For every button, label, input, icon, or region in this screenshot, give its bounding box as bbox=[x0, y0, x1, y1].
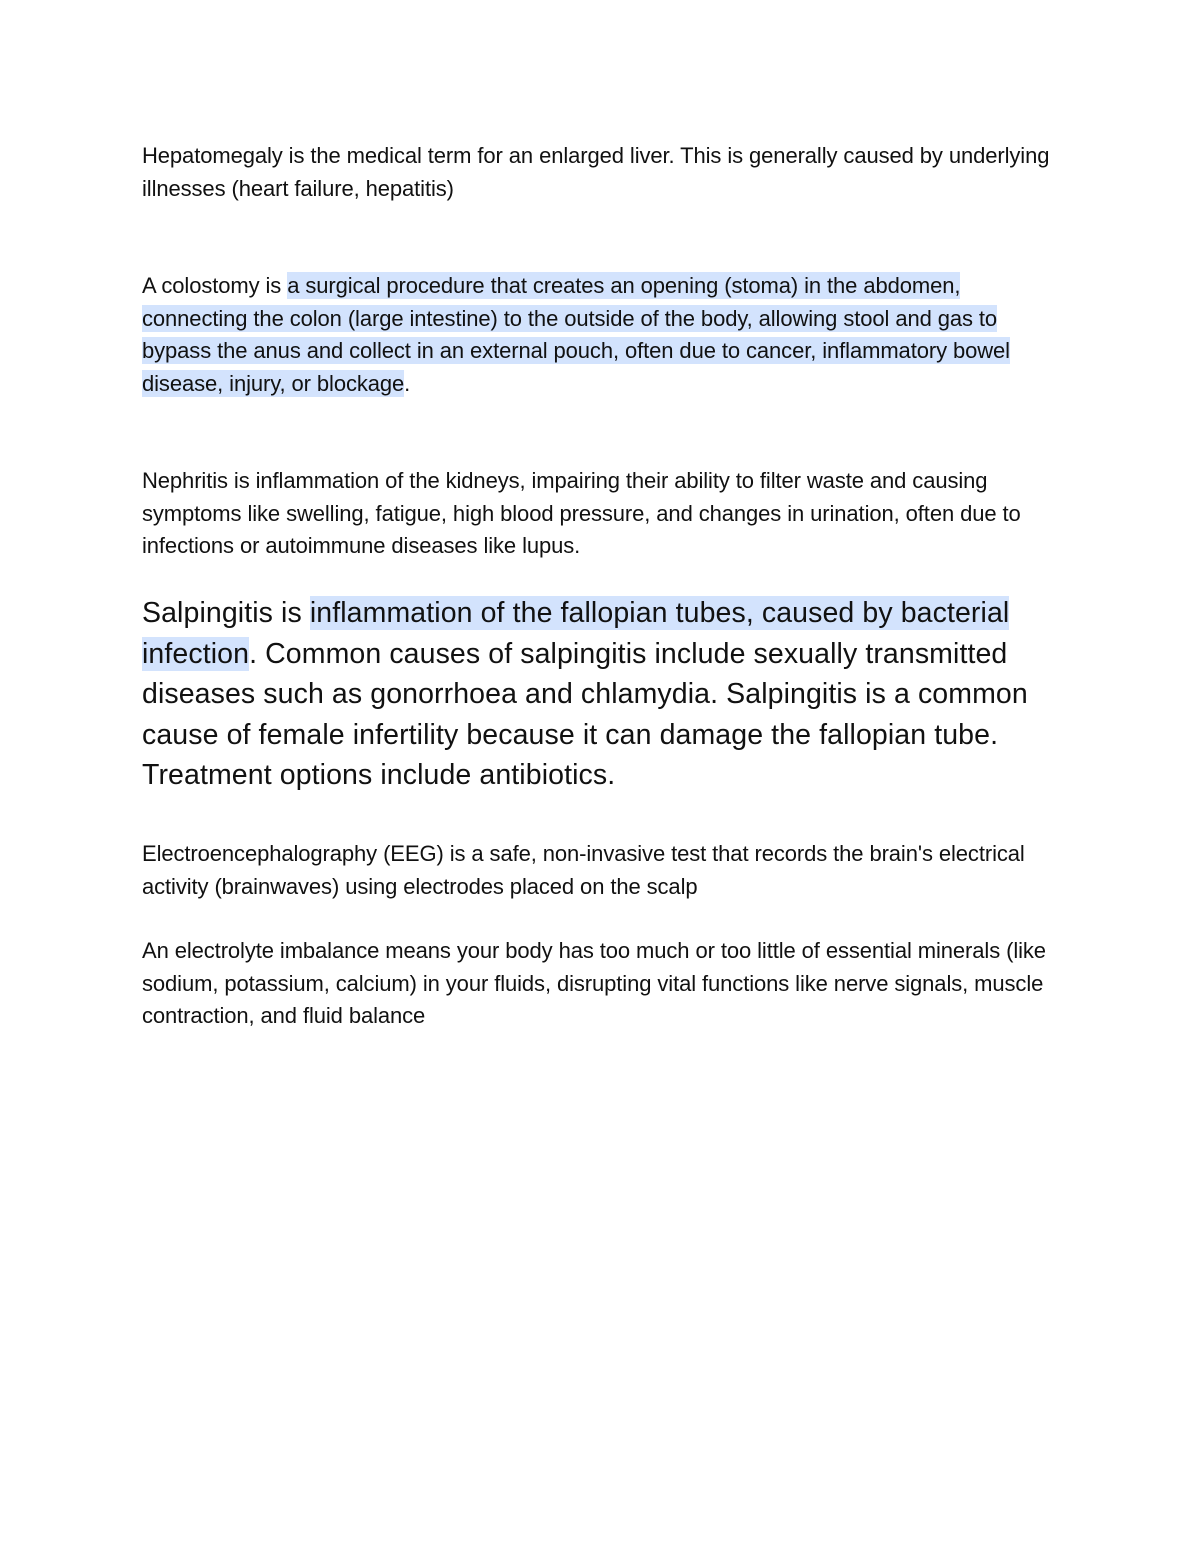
paragraph-salpingitis bbox=[142, 593, 1072, 796]
paragraph-colostomy bbox=[142, 270, 1062, 400]
paragraph-electrolyte-imbalance bbox=[142, 935, 1062, 1033]
paragraph-suffix: . bbox=[404, 370, 411, 396]
highlighted-text: inflammation of the fallopian tubes, caused by bacterial infection bbox=[142, 597, 1010, 670]
paragraph-text: Electroencephalography (EEG) is a safe, non-invasive test that records the brain's electrical activity (brainwaves) using electrodes placed on the scalp bbox=[142, 841, 1025, 899]
paragraph-text: An electrolyte imbalance means your body has too much or too little of essential minerals (like sodium, potassium, calcium) in your fluids, disrupting vital functions like nerve signals, muscle contraction, and fluid balance bbox=[142, 938, 1046, 1028]
paragraph-suffix: . Common causes of salpingitis include sexually transmitted diseases such as gonorrhoea and chlamydia. Salpingitis is a common cause of female infertility because it can damage the fallopian tube. Treatment options include antibiotics. bbox=[142, 637, 1028, 791]
highlighted-text: a surgical procedure that creates an opening (stoma) in the abdomen, connecting the colon (large intestine) to the outside of the body, allowing stool and gas to bypass the anus and collect in an external pouch, often due to cancer, inflammatory bowel disease, injury, or blockage bbox=[142, 273, 1010, 396]
paragraph-eeg bbox=[142, 838, 1062, 903]
paragraph-nephritis bbox=[142, 465, 1062, 563]
paragraph-text: Hepatomegaly is the medical term for an enlarged liver. This is generally caused by underlying illnesses (heart failure, hepatitis) bbox=[142, 143, 1050, 201]
paragraph-prefix: A colostomy is bbox=[142, 273, 288, 298]
paragraph-prefix: Salpingitis is bbox=[142, 597, 310, 629]
paragraph-hepatomegaly bbox=[142, 140, 1062, 205]
paragraph-text: Nephritis is inflammation of the kidneys, impairing their ability to filter waste and causing symptoms like swelling, fatigue, high blood pressure, and changes in urination, often due to infections or autoimmune diseases like lupus. bbox=[142, 468, 1021, 558]
